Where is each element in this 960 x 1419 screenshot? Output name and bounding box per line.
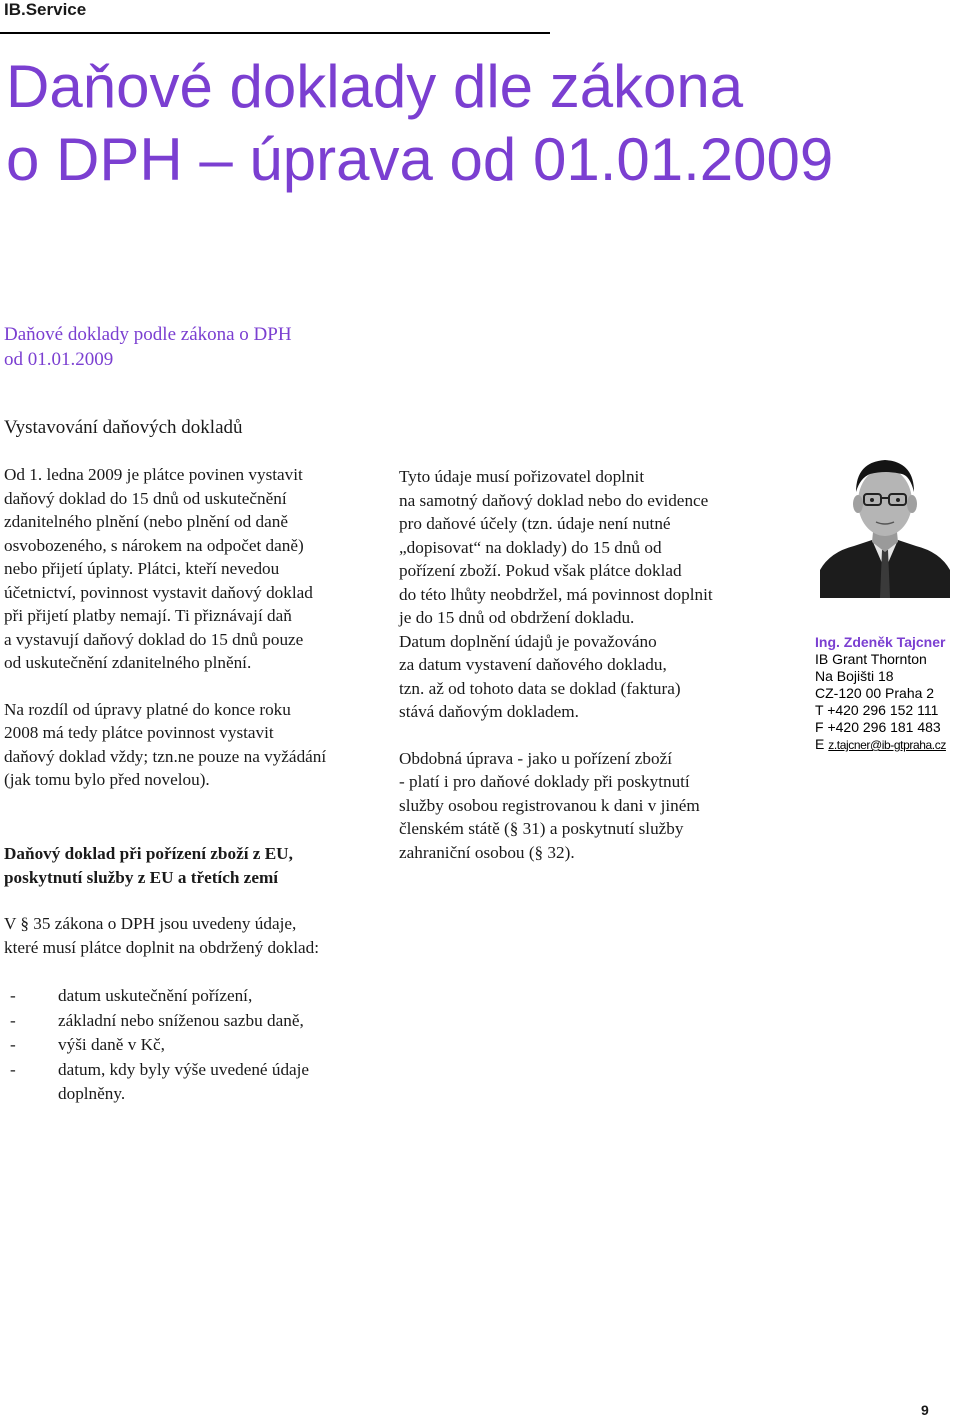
text-line: od uskutečnění zdanitelného plnění. [4, 653, 252, 672]
contact-email-row [815, 736, 946, 754]
email-prefix: E [815, 736, 825, 752]
page-title-line: o DPH – úprava od 01.01.2009 [6, 126, 834, 193]
text-line: osvobozeného, s nárokem na odpočet daně) [4, 535, 304, 555]
contact-card [815, 634, 946, 754]
text-line: Od 1. ledna 2009 je plátce povinen vystavit [4, 465, 303, 484]
text-line: V § 35 zákona o DPH jsou uvedeny údaje, [4, 914, 297, 933]
text-line: (jak tomu bylo před novelou). [4, 770, 210, 789]
page-title [6, 50, 946, 196]
list-item-text: datum uskutečnění pořízení, [58, 986, 253, 1005]
author-portrait [820, 452, 950, 598]
section-heading: Vystavování daňových dokladů [4, 417, 243, 438]
lower-intro [4, 912, 424, 959]
middle-column [399, 465, 789, 864]
contact-name: Ing. Zdeněk Tajcner [815, 634, 946, 650]
text-line: Na rozdíl od úpravy platné do konce roku [4, 699, 291, 719]
subsection-heading-line: Daňový doklad při pořízení zboží z EU, [4, 844, 293, 863]
paragraph [4, 698, 389, 792]
text-line: - platí i pro daňové doklady při poskytnutí [399, 772, 690, 791]
text-line: a vystavují daňový doklad do 15 dnů pouze [4, 629, 304, 649]
text-line: je do 15 dnů od obdržení dokladu. [399, 608, 635, 627]
text-line: nebo přijetí úplaty. Plátci, kteří nevedou [4, 559, 280, 578]
page-number: 9 [921, 1402, 929, 1418]
text-line: účetnictví, povinnost vystavit daňový doklad [4, 582, 313, 602]
list-item [4, 1033, 309, 1058]
text-line: pro daňové účely (tzn. údaje není nutné [399, 514, 671, 533]
dash-marker: - [10, 1010, 16, 1030]
subtitle-line: Daňové doklady podle zákona o DPH [4, 324, 292, 345]
paragraph [399, 747, 789, 865]
paragraph [399, 465, 789, 724]
text-line: při přijetí platby nemají. Ti přiznávají daň [4, 606, 292, 625]
subtitle-line: od 01.01.2009 [4, 349, 114, 370]
header-divider [0, 32, 550, 34]
page-title-line: Daňové doklady dle zákona [6, 53, 744, 120]
text-line: stává daňovým dokladem. [399, 702, 579, 721]
text-line: zahraniční osobou (§ 32). [399, 842, 575, 862]
contact-city: CZ-120 00 Praha 2 [815, 685, 935, 701]
text-line: za datum vystavení daňového dokladu, [399, 655, 667, 674]
left-column [4, 463, 389, 792]
paragraph [4, 463, 389, 675]
text-line: služby osobou registrovanou k dani v jiném [399, 795, 700, 815]
contact-email-link[interactable]: z.tajcner@ib-gtpraha.cz [828, 738, 946, 752]
text-line: na samotný daňový doklad nebo do evidence [399, 490, 709, 510]
contact-phone: T +420 296 152 111 [815, 702, 939, 718]
dash-marker: - [10, 1035, 16, 1054]
text-line: Datum doplnění údajů je považováno [399, 631, 657, 651]
subsection-heading-line: poskytnutí služby z EU a třetích zemí [4, 867, 279, 887]
text-line: pořízení zboží. Pokud však plátce doklad [399, 561, 682, 580]
text-line: členském státě (§ 31) a poskytnutí služby [399, 819, 684, 838]
list-item [4, 984, 309, 1009]
text-line: které musí plátce doplnit na obdržený doklad: [4, 937, 320, 957]
list-item-text: výši daně v Kč, [58, 1035, 165, 1054]
list-item [4, 1009, 309, 1034]
dash-marker: - [10, 986, 16, 1005]
text-line: daňový doklad vždy; tzn.ne pouze na vyžádání [4, 746, 327, 766]
list-item-text: základní nebo sníženou sazbu daně, [58, 1010, 304, 1030]
text-line: Tyto údaje musí pořizovatel doplnit [399, 467, 645, 486]
text-line: „dopisovat“ na doklady) do 15 dnů od [399, 537, 662, 557]
list-item [4, 1058, 309, 1107]
text-line: tzn. až od tohoto data se doklad (faktura) [399, 678, 681, 698]
subsection-heading [4, 842, 293, 889]
text-line: 2008 má tedy plátce povinnost vystavit [4, 723, 274, 742]
dash-marker: - [10, 1059, 16, 1079]
text-line: do této lhůty neobdržel, má povinnost doplnit [399, 584, 713, 604]
list-item-text: doplněny. [58, 1084, 126, 1103]
header-label: IB.Service [4, 0, 87, 19]
text-line: zdanitelného plnění (nebo plnění od daně [4, 512, 288, 531]
list-item-text: datum, kdy byly výše uvedené údaje [58, 1059, 310, 1079]
subtitle [4, 322, 292, 372]
text-line: Obdobná úprava - jako u pořízení zboží [399, 748, 672, 768]
text-line: daňový doklad do 15 dnů od uskutečnění [4, 488, 287, 508]
contact-street: Na Bojišti 18 [815, 668, 894, 684]
contact-fax: F +420 296 181 483 [815, 719, 941, 735]
bullet-list [4, 984, 309, 1107]
contact-company: IB Grant Thornton [815, 651, 927, 667]
